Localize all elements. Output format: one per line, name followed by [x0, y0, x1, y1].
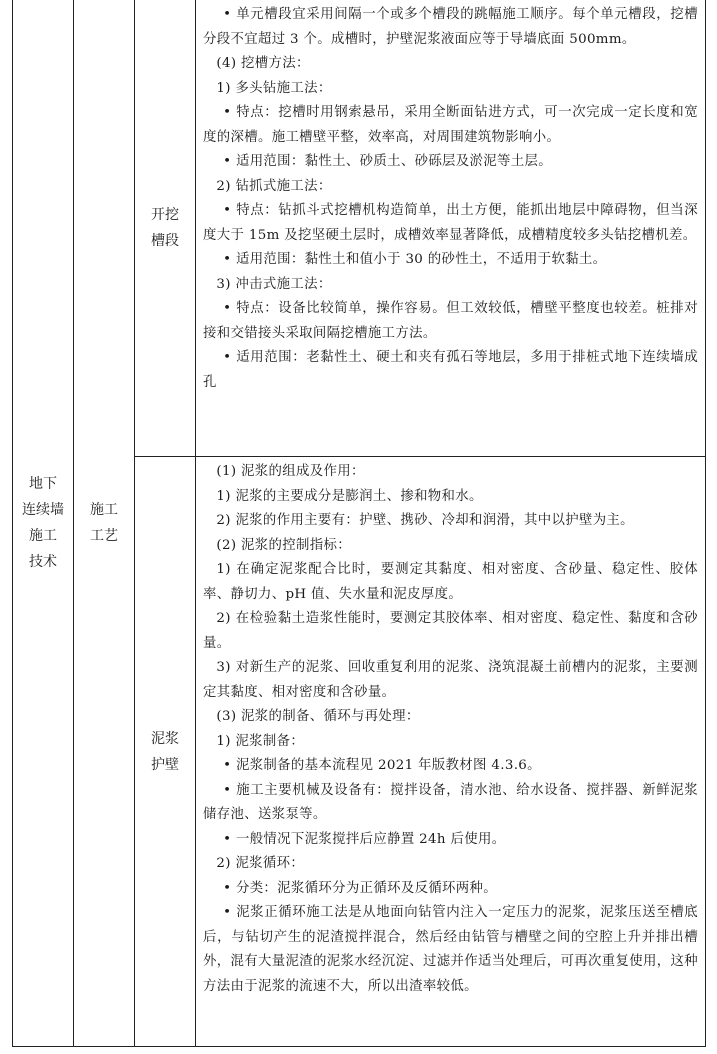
- paragraph: • 特点：钻抓斗式挖槽机构造简单，出土方便，能抓出地层中障碍物，但当深度大于 15m 及挖坚硬土层时，成槽效率显著降低，成槽精度较多头钻挖槽机差。: [203, 203, 698, 243]
- paragraph: 2) 泥浆的作用主要有：护壁、携砂、冷却和润滑，其中以护壁为主。: [216, 513, 634, 528]
- paragraph: (1) 泥浆的组成及作用：: [216, 464, 365, 479]
- paragraph: 2) 泥浆循环：: [216, 856, 305, 871]
- construction-tech-table: [12, 0, 706, 1047]
- paragraph: 2) 钻抓式施工法：: [216, 178, 332, 194]
- row-label-cell: [13, 0, 74, 1047]
- paragraph: 3) 冲击式施工法：: [216, 276, 332, 292]
- paragraph: • 特点：设备比较简单，操作容易。但工效较低，槽壁平整度也较差。桩排对接和交错接头采取间隔挖槽施工方法。: [203, 301, 698, 341]
- paragraph: • 适用范围：黏性土、砂质土、砂砾层及淤泥等土层。: [223, 154, 552, 169]
- paragraph: • 单元槽段宜采用间隔一个或多个槽段的跳幅施工顺序。每个单元槽段，挖槽分段不宜超过 3 个。成槽时，护壁泥浆液面应等于导墙底面 500mm。: [203, 7, 698, 47]
- paragraph: 2) 在检验黏土造浆性能时，要测定其胶体率、相对密度、稳定性、黏度和含砂量。: [203, 611, 698, 651]
- category-label: 施工 工艺: [90, 502, 118, 544]
- section-label: 开挖 槽段: [151, 207, 179, 249]
- section-content: [196, 457, 706, 1047]
- paragraph: (2) 泥浆的控制指标：: [216, 537, 351, 553]
- paragraph: • 适用范围：老黏性土、硬土和夹有孤石等地层，多用于排桩式地下连续墙成孔: [203, 350, 698, 390]
- section-label-cell: [135, 457, 196, 1047]
- paragraph: (3) 泥浆的制备、循环与再处理：: [216, 709, 420, 724]
- paragraph: 1) 在确定泥浆配合比时，要测定其黏度、相对密度、含砂量、稳定性、胶体率、静切力、pH 值、失水量和泥皮厚度。: [203, 562, 698, 602]
- paragraph: • 适用范围：黏性土和值小于 30 的砂性土，不适用于软黏土。: [223, 252, 607, 267]
- paragraph: 3) 对新生产的泥浆、回收重复利用的泥浆、浇筑混凝土前槽内的泥浆，主要测定其黏度、相对密度和含砂量。: [203, 660, 698, 700]
- paragraph: • 泥浆正循环施工法是从地面向钻管内注入一定压力的泥浆，泥浆压送至槽底后，与钻切产生的泥渣搅拌混合，然后经由钻管与槽壁之间的空腔上升并排出槽外，混有大量泥渣的泥浆水经沉淀、过滤并作适当处理后，可再次重复使用，这种方法由于泥浆的流速不大，所以出渣率较低。: [203, 905, 698, 994]
- paragraph: • 分类：泥浆循环分为正循环及反循环两种。: [223, 880, 498, 896]
- paragraph: 1) 泥浆的主要成分是膨润土、掺和物和水。: [216, 488, 483, 504]
- paragraph: • 施工主要机械及设备有：搅拌设备，清水池、给水设备、搅拌器、新鲜泥浆储存池、送浆泵等。: [203, 782, 698, 822]
- table-row: [13, 0, 706, 457]
- paragraph: (4) 挖槽方法：: [216, 56, 310, 71]
- section-content: [196, 0, 706, 457]
- section-label-cell: [135, 0, 196, 457]
- paragraph: 1) 泥浆制备：: [216, 733, 305, 749]
- paragraph: 1) 多头钻施工法：: [216, 80, 332, 96]
- paragraph: • 一般情况下泥浆搅拌后应静置 24h 后使用。: [223, 831, 506, 847]
- section-label: 泥浆 护壁: [151, 730, 179, 773]
- category-label-cell: [74, 0, 135, 1047]
- row-label: 地下 连续墙 施工 技术: [22, 476, 64, 570]
- paragraph: • 泥浆制备的基本流程见 2021 年版教材图 4.3.6。: [223, 758, 541, 773]
- paragraph: • 特点：挖槽时用钢索悬吊，采用全断面钻进方式，可一次完成一定长度和宽度的深槽。施工槽壁平整，效率高，对周围建筑物影响小。: [203, 105, 698, 145]
